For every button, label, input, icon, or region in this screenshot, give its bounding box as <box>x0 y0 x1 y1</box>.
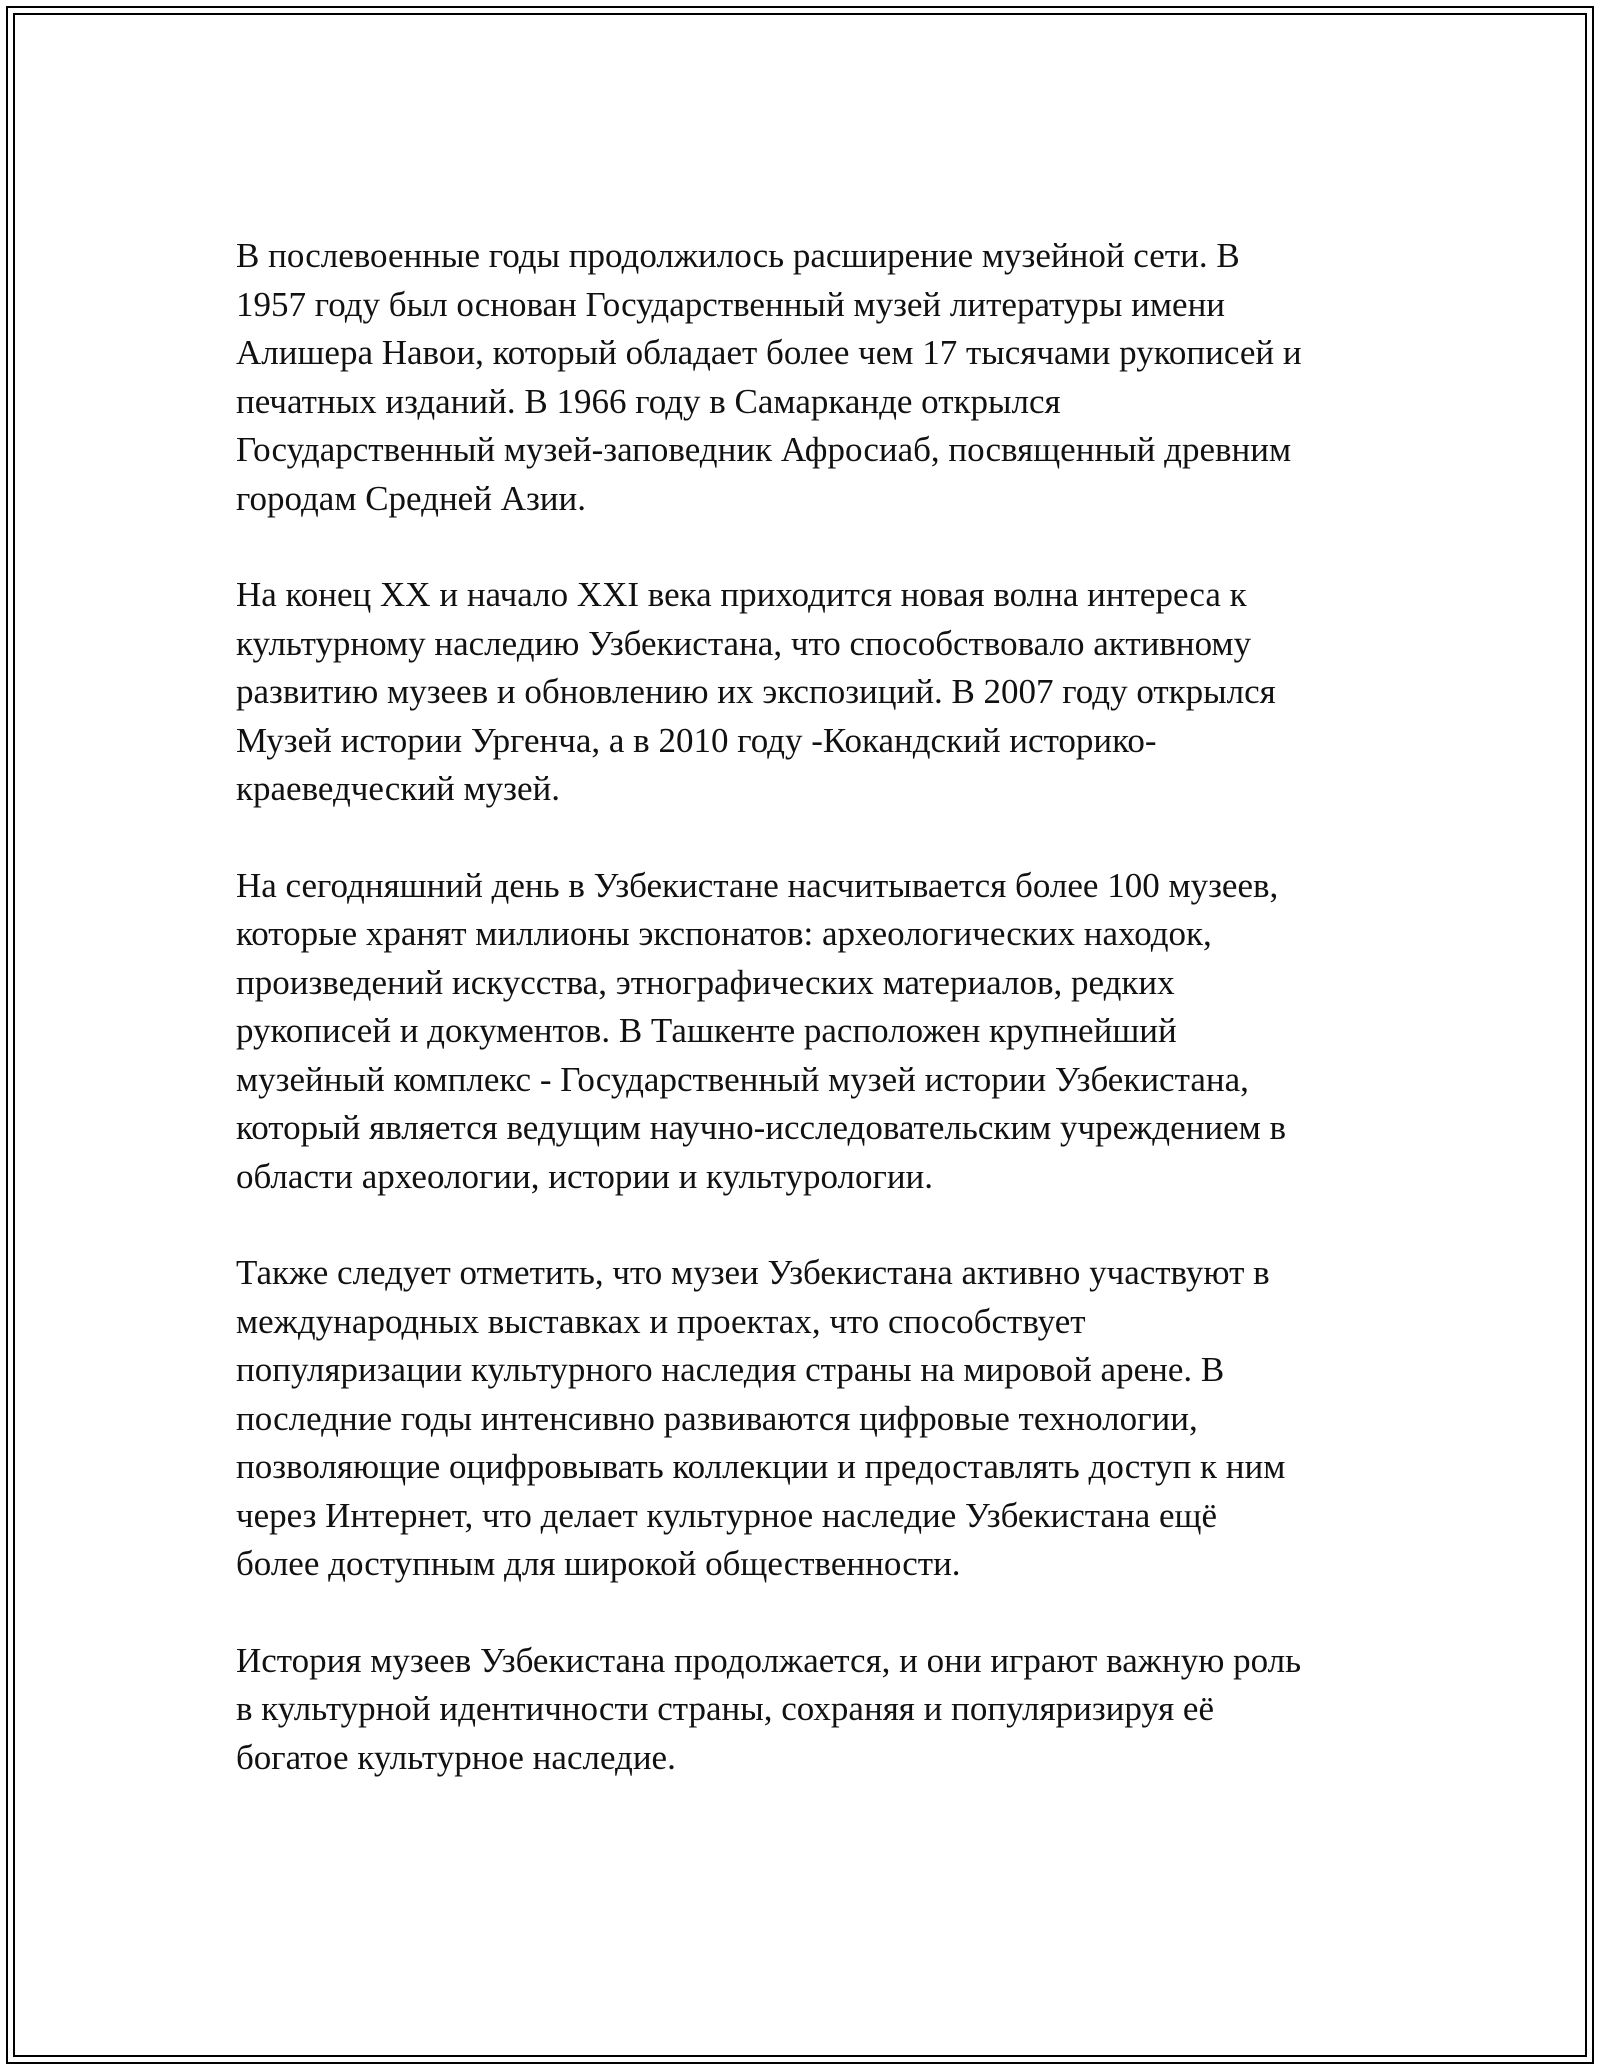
paragraph-late-20th-century: На конец XX и начало XXI века приходится новая волна интереса к культурному наследию Узбекистана, что способствовало активному развитию музеев и обновлению их экспозиций. В 2007 году открылся Музей истории Ургенча, а в 2010 году -Кокандский историко- краеведческий музей. <box>236 575 1276 808</box>
paragraph-postwar-museums: В послевоенные годы продолжилось расширение музейной сети. В 1957 году был основан Государственный музей литературы имени Алишера Навои, который обладает более чем 17 тысячами рукописей и печатных изданий. В 1966 году в Самарканде открылся Государственный музей-заповедник Афросиаб, посвященный древним городам Средней Азии. <box>236 236 1302 518</box>
document-body <box>236 232 1386 1830</box>
paragraph-museums-today: На сегодняшний день в Узбекистане насчитывается более 100 музеев, которые хранят миллионы экспонатов: археологических находок, произведений искусства, этнографических материалов, редких рукописей и документов. В Ташкенте расположен крупнейший музейный комплекс - Государственный музей истории Узбекистана, который является ведущим научно-исследовательским учреждением в области археологии, истории и культурологии. <box>236 865 1287 1196</box>
paragraph-international-digital: Также следует отметить, что музеи Узбекистана активно участвуют в международных выставках и проектах, что способствует популяризации культурного наследия страны на мировой арене. В последние годы интенсивно развиваются цифровые технологии, позволяющие оцифровывать коллекции и предоставлять доступ к ним через Интернет, что делает культурное наследие Узбекистана ещё более доступным для широкой общественности. <box>236 1253 1286 1583</box>
paragraph-conclusion: История музеев Узбекистана продолжается, и они играют важную роль в культурной идентичности страны, сохраняя и популяризируя её богатое культурное наследие. <box>236 1640 1302 1777</box>
